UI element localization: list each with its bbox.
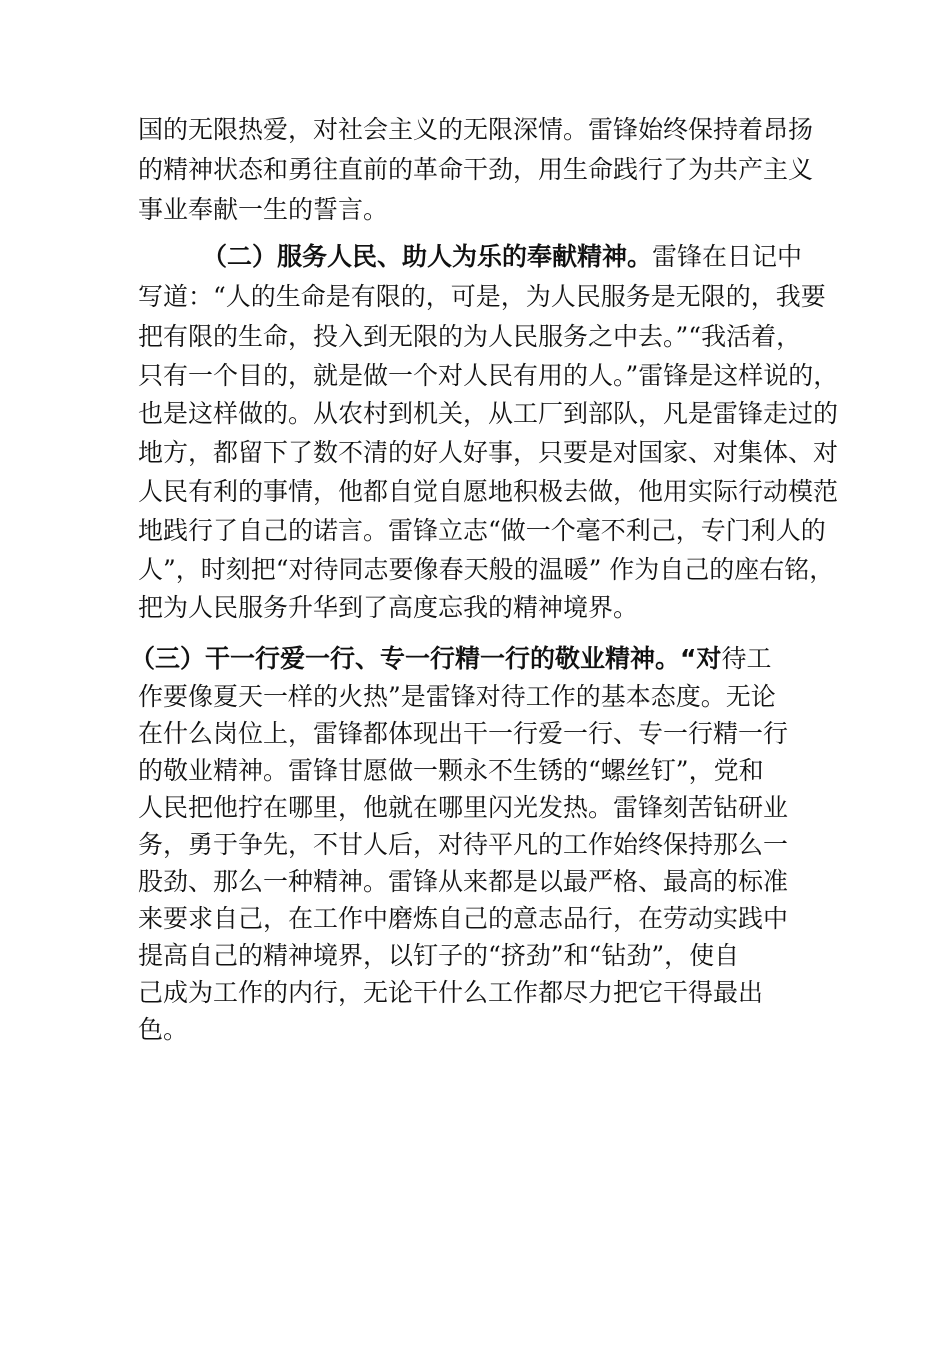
body-text-line: 务，勇于争先，不甘人后，对待平凡的工作始终保持那么一 — [138, 830, 789, 859]
body-text-line: 国的无限热爱，对社会主义的无限深情。雷锋始终保持着昂扬 — [138, 115, 814, 144]
body-text-line: 把为人民服务升华到了高度忘我的精神境界。 — [138, 593, 639, 622]
body-text-line: 地方，都留下了数不清的好人好事，只要是对国家、对集体、对 — [138, 438, 839, 467]
body-text-line: 的敬业精神。雷锋甘愿做一颗永不生锈的“螺丝钉”，党和 — [138, 756, 764, 785]
body-text-line: 的精神状态和勇往直前的革命干劲，用生命践行了为共产主义 — [138, 155, 814, 184]
body-text-line: 事业奉献一生的誓言。 — [138, 195, 389, 224]
body-text-line: 把有限的生命，投入到无限的为人民服务之中去。”“我活着， — [138, 322, 802, 351]
body-text-line: 作要像夏天一样的火热”是雷锋对待工作的基本态度。无论 — [138, 682, 776, 711]
section-2-first-line-text: 雷锋在日记中 — [652, 242, 803, 271]
section-3-heading: （三）干一行爱一行、专一行精一行的敬业精神。“对 — [130, 644, 722, 673]
body-text-line: 提高自己的精神境界，以钉子的“挤劲”和“钻劲”，使自 — [138, 941, 740, 970]
body-text-line: 地践行了自己的诺言。雷锋立志“做一个毫不利己，专门利人的 — [138, 516, 826, 545]
section-3-first-line — [130, 642, 771, 676]
body-text-line: 只有一个目的，就是做一个对人民有用的人。”雷锋是这样说的， — [138, 361, 839, 390]
section-2-first-line — [202, 240, 802, 274]
body-text-line: 己成为工作的内行，无论干什么工作都尽力把它干得最出 — [138, 978, 764, 1007]
section-2-heading: （二）服务人民、助人为乐的奉献精神。 — [202, 242, 653, 271]
body-text-line: 人民把他拧在哪里，他就在哪里闪光发热。雷锋刻苦钻研业 — [138, 793, 789, 822]
body-text-line: 在什么岗位上，雷锋都体现出干一行爱一行、专一行精一行 — [138, 719, 789, 748]
body-text-line: 人民有利的事情，他都自觉自愿地积极去做，他用实际行动模范 — [138, 477, 839, 506]
body-text-line: 色。 — [138, 1015, 189, 1044]
body-text-line: 股劲、那么一种精神。雷锋从来都是以最严格、最高的标准 — [138, 867, 789, 896]
section-3-first-line-text: 待工 — [721, 644, 772, 673]
body-text-line: 也是这样做的。从农村到机关，从工厂到部队，凡是雷锋走过的 — [138, 399, 839, 428]
body-text-line: 写道：“人的生命是有限的，可是，为人民服务是无限的，我要 — [138, 282, 826, 311]
body-text-line: 人”，时刻把“对待同志要像春天般的温暖” 作为自己的座右铭， — [138, 555, 835, 584]
body-text-line: 来要求自己，在工作中磨炼自己的意志品行，在劳动实践中 — [138, 904, 789, 933]
